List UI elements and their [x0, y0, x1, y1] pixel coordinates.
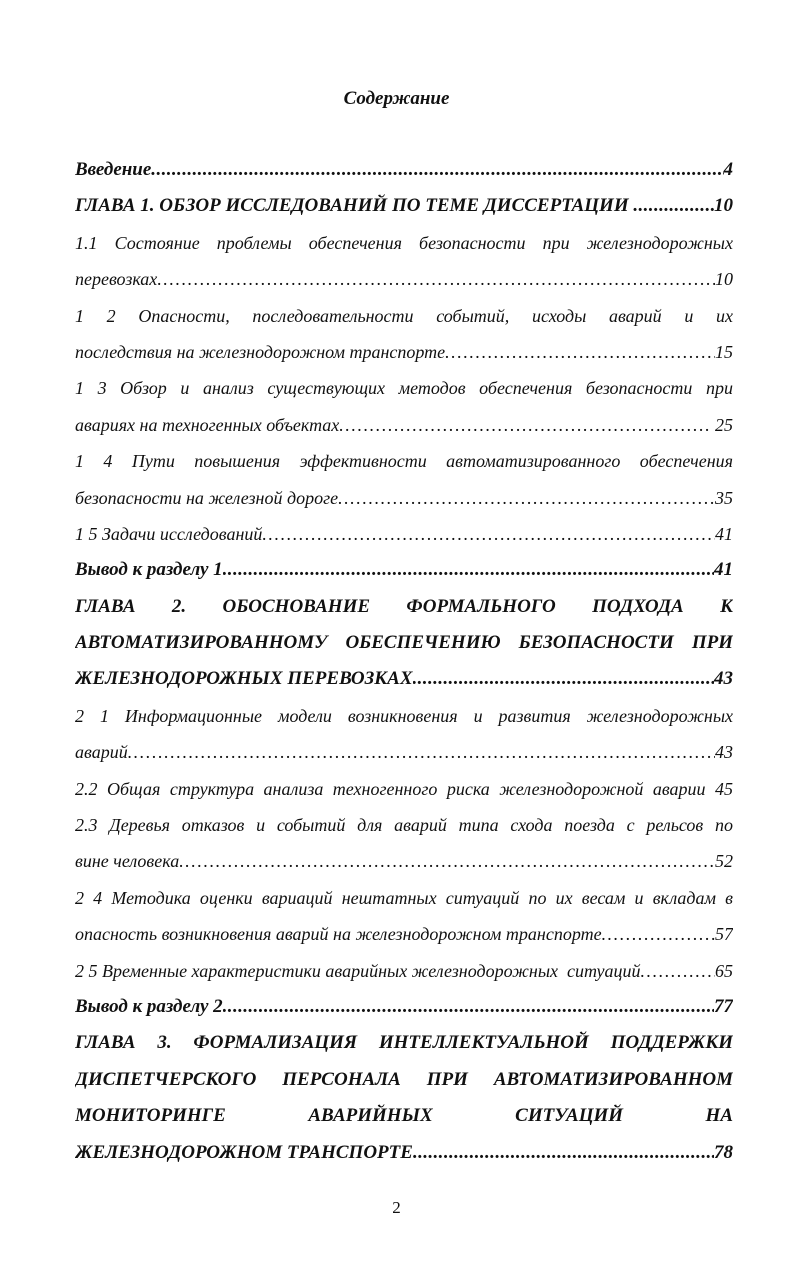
toc-entry-line	[75, 1062, 733, 1098]
toc-entry-line	[75, 225, 733, 261]
toc-entry-text: 1 2 Опасности, последовательности событий, исходы аварий и их	[75, 305, 733, 326]
dot-leader	[151, 152, 723, 188]
toc-entry-line	[75, 1098, 733, 1134]
toc-entry-text: 1.1 Состояние проблемы обеспечения безопасности при железнодорожных	[75, 232, 733, 253]
dot-leader	[223, 552, 714, 588]
toc-entry-text: аварий	[75, 742, 128, 763]
toc-entry-text: ЖЕЛЕЗНОДОРОЖНЫХ ПЕРЕВОЗКАХ	[75, 668, 413, 690]
toc-entry	[75, 734, 733, 770]
toc-entry	[75, 843, 733, 879]
toc-entry-line	[75, 771, 733, 807]
toc-entry-page: 43	[715, 742, 733, 763]
toc-entry-text: опасность возникновения аварий на железнодорожном транспорте	[75, 924, 602, 945]
toc-entry	[75, 916, 733, 952]
toc-entry-line	[75, 443, 733, 479]
toc-entry-page: 10	[715, 269, 733, 290]
toc-entry	[75, 407, 733, 443]
dot-leader	[445, 334, 715, 370]
toc-entry-page: 41	[715, 523, 733, 544]
toc-entry-text: 2.2 Общая структура анализа техногенного риска железнодорожной аварии 45	[75, 778, 733, 799]
dot-leader	[128, 734, 715, 770]
toc-entry-text: безопасности на железной дороге	[75, 487, 339, 508]
toc-entry-text: 2 1 Информационные модели возникновения и развития железнодорожных	[75, 705, 733, 726]
toc-entry	[75, 552, 733, 588]
toc-entry-page: 43	[714, 668, 733, 690]
toc-entry-text: ГЛАВА 3. ФОРМАЛИЗАЦИЯ ИНТЕЛЛЕКТУАЛЬНОЙ ПОДДЕРЖКИ	[75, 1032, 733, 1054]
toc-entry-line	[75, 698, 733, 734]
dot-leader	[157, 261, 715, 297]
dot-leader	[223, 989, 714, 1025]
dot-leader	[179, 843, 715, 879]
dot-leader	[413, 1135, 714, 1171]
toc-entry	[75, 661, 733, 697]
toc-entry-text: 1 5 Задачи исследований	[75, 523, 263, 544]
toc-entry	[75, 989, 733, 1025]
toc-entry	[75, 188, 733, 224]
dot-leader	[633, 188, 714, 224]
toc-entry	[75, 334, 733, 370]
page-number: 2	[392, 1198, 401, 1217]
toc-entry-text: МОНИТОРИНГЕ АВАРИЙНЫХ СИТУАЦИЙ НА	[75, 1105, 733, 1127]
toc-entry-text: перевозках	[75, 269, 158, 290]
toc-entry-text: ГЛАВА 2. ОБОСНОВАНИЕ ФОРМАЛЬНОГО ПОДХОДА К	[75, 595, 733, 617]
toc-entry-line	[75, 625, 733, 661]
toc-entry	[75, 953, 733, 989]
toc-entry	[75, 152, 733, 188]
toc-entry-text: ДИСПЕТЧЕРСКОГО ПЕРСОНАЛА ПРИ АВТОМАТИЗИРОВАННОМ	[75, 1068, 733, 1090]
toc-entry-text: 2 5 Временные характеристики аварийных железнодорожных ситуаций	[75, 960, 641, 981]
toc-entry-text: ЖЕЛЕЗНОДОРОЖНОМ ТРАНСПОРТЕ	[75, 1141, 413, 1163]
toc-entry-page: 35	[715, 487, 733, 508]
toc-entry-text: Введение	[75, 159, 152, 180]
dot-leader	[413, 661, 715, 697]
dot-leader	[339, 407, 710, 443]
toc-entry	[75, 480, 733, 516]
toc-entry-text: последствия на железнодорожном транспорте	[75, 341, 446, 362]
toc-entry-page: 41	[714, 559, 733, 581]
toc-entry	[75, 261, 733, 297]
dot-leader	[602, 916, 715, 952]
toc-entry-line	[75, 589, 733, 625]
toc-entry-line	[75, 370, 733, 406]
toc-entry-page: 78	[714, 1141, 733, 1163]
toc-entry-text: 1 3 Обзор и анализ существующих методов обеспечения безопасности при	[75, 378, 733, 399]
toc-entry-text: Вывод к разделу 2	[75, 995, 223, 1017]
toc-entry	[75, 516, 733, 552]
dot-leader	[641, 953, 715, 989]
dot-leader	[338, 480, 715, 516]
toc-entry-line	[75, 880, 733, 916]
toc-entry-page: 57	[715, 924, 733, 945]
toc-entry-page: 65	[715, 960, 733, 981]
toc-entry-page: 15	[715, 341, 733, 362]
toc-entry-text: 2 4 Методика оценки вариаций нештатных ситуаций по их весам и вкладам в	[75, 887, 733, 908]
toc-entry-page: 4	[723, 159, 733, 180]
toc-entry	[75, 1135, 733, 1171]
toc-entry-line	[75, 1025, 733, 1061]
table-of-contents	[75, 152, 733, 1171]
dot-leader	[262, 516, 715, 552]
toc-entry-line	[75, 807, 733, 843]
toc-entry-text: ГЛАВА 1. ОБЗОР ИССЛЕДОВАНИЙ ПО ТЕМЕ ДИССЕРТАЦИИ	[75, 195, 634, 217]
toc-entry-page: 10	[714, 195, 733, 217]
toc-entry-page: 25	[710, 414, 733, 435]
toc-title: Содержание	[343, 88, 450, 109]
toc-entry-text: 2.3 Деревья отказов и событий для аварий типа схода поезда с рельсов по	[75, 815, 733, 836]
toc-entry-text: вине человека	[75, 851, 180, 872]
toc-entry-page: 77	[714, 995, 733, 1017]
toc-entry-text: АВТОМАТИЗИРОВАННОМУ ОБЕСПЕЧЕНИЮ БЕЗОПАСНОСТИ ПРИ	[75, 632, 733, 654]
toc-entry-text: 1 4 Пути повышения эффективности автоматизированного обеспечения	[75, 451, 733, 472]
toc-entry-page: 52	[715, 851, 733, 872]
toc-entry-text: Вывод к разделу 1	[75, 559, 223, 581]
toc-entry-line	[75, 298, 733, 334]
toc-entry-text: авариях на техногенных объектах	[75, 414, 340, 435]
